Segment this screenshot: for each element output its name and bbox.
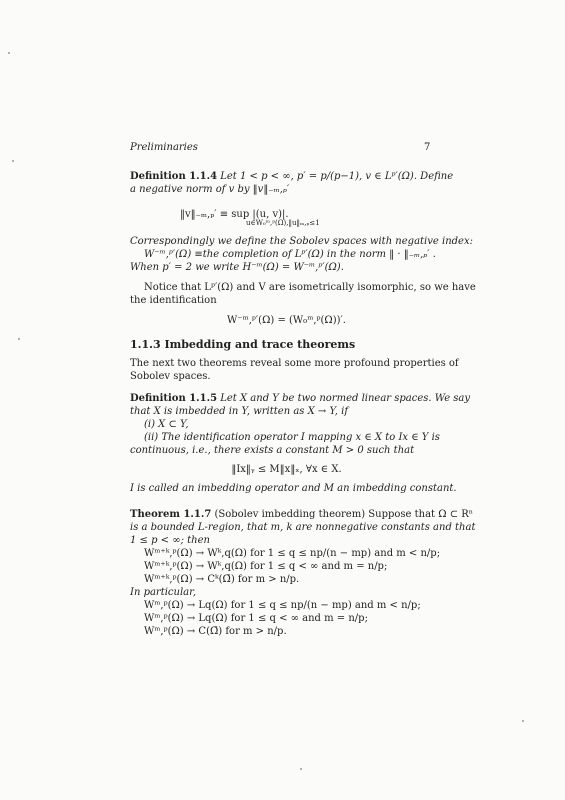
theorem-particular-2: Wᵐ,ᵖ(Ω) → Lq(Ω) for 1 ≤ q < ∞ and m = n/p; <box>144 613 368 624</box>
running-title: Preliminaries <box>130 142 198 153</box>
definition-1-1-4-line4: W⁻ᵐ,ᵖ′(Ω) ≡the completion of Lᵖ′(Ω) in the norm ‖ · ‖₋ₘ,ₚ′ . <box>144 249 436 260</box>
definition-1-1-5-closing: I is called an imbedding operator and M an imbedding constant. <box>130 483 457 494</box>
section-line2: Sobolev spaces. <box>130 371 211 382</box>
definition-label: Definition 1.1.4 <box>130 171 218 182</box>
definition-1-1-4-line1 <box>130 170 454 183</box>
section-title: 1.1.3 Imbedding and trace theorems <box>130 338 356 351</box>
theorem-embedding-1: Wᵐ⁺ᵏ,ᵖ(Ω) → Wᵏ,q(Ω) for 1 ≤ q ≤ np/(n − mp) and m < n/p; <box>144 548 441 559</box>
definition-label: Definition 1.1.5 <box>130 393 218 404</box>
imbedding-inequality: ‖Ix‖ᵧ ≤ M‖x‖ₓ, ∀x ∈ X. <box>231 464 342 475</box>
theorem-particular-1: Wᵐ,ᵖ(Ω) → Lq(Ω) for 1 ≤ q ≤ np/(n − mp) and m < n/p; <box>144 600 421 611</box>
definition-text: Let 1 < p < ∞, p′ = p/(p−1), v ∈ Lᵖ′(Ω). Define <box>220 171 454 182</box>
page-number: 7 <box>424 142 431 153</box>
definition-1-1-5-item2b: continuous, i.e., there exists a constant M > 0 such that <box>130 445 415 456</box>
section-line1: The next two theorems reveal some more profound properties of <box>130 358 459 369</box>
definition-1-1-5-item1: (i) X ⊂ Y, <box>144 419 189 430</box>
notice-line2: the identification <box>130 295 217 306</box>
definition-1-1-4-line2: a negative norm of v by ‖v‖₋ₘ,ₚ′ <box>130 184 290 195</box>
negative-norm-formula: ‖v‖₋ₘ,ₚ′ ≡ sup |(u, v)|. <box>180 209 289 220</box>
theorem-label: Theorem 1.1.7 <box>130 509 212 520</box>
definition-1-1-4-line3: Correspondingly we define the Sobolev spaces with negative index: <box>130 236 473 247</box>
theorem-embedding-2: Wᵐ⁺ᵏ,ᵖ(Ω) → Wᵏ,q(Ω) for 1 ≤ q < ∞ and m = n/p; <box>144 561 388 572</box>
scan-speck <box>522 720 524 722</box>
theorem-text: (Sobolev imbedding theorem) Suppose that Ω ⊂ Rⁿ <box>214 509 474 520</box>
theorem-1-1-7-line1 <box>130 508 474 521</box>
scan-speck <box>300 768 302 770</box>
notice-line1: Notice that Lᵖ′(Ω) and V are isometrically isomorphic, so we have <box>144 282 476 293</box>
definition-1-1-4-line5: When p′ = 2 we write H⁻ᵐ(Ω) = W⁻ᵐ,ᵖ′(Ω). <box>130 262 344 273</box>
dual-space-formula: W⁻ᵐ,ᵖ′(Ω) = (W₀ᵐ,ᵖ(Ω))′. <box>227 315 346 326</box>
definition-1-1-5-line2: that X is imbedded in Y, written as X → Y, if <box>130 406 349 417</box>
definition-text: Let X and Y be two normed linear spaces. We say <box>220 393 471 404</box>
theorem-particular-3: Wᵐ,ᵖ(Ω) → C(Ω̄) for m > n/p. <box>144 626 287 637</box>
scan-speck <box>18 338 20 340</box>
negative-norm-formula-subscript: u∈W₀ᵐ,ᵖ(Ω),‖u‖ₘ,ₚ≤1 <box>246 219 320 227</box>
definition-1-1-5-item2: (ii) The identification operator I mapping x ∈ X to Ix ∈ Y is <box>144 432 440 443</box>
theorem-line2: is a bounded L-region, that m, k are nonnegative constants and that <box>130 522 476 533</box>
scan-speck <box>12 160 14 162</box>
theorem-embedding-3: Wᵐ⁺ᵏ,ᵖ(Ω) → Cᵏ(Ω̄) for m > n/p. <box>144 574 300 585</box>
scan-speck <box>8 52 10 54</box>
theorem-line3: 1 ≤ p < ∞; then <box>130 535 210 546</box>
definition-1-1-5-line1 <box>130 392 471 405</box>
theorem-in-particular: In particular, <box>130 587 196 598</box>
